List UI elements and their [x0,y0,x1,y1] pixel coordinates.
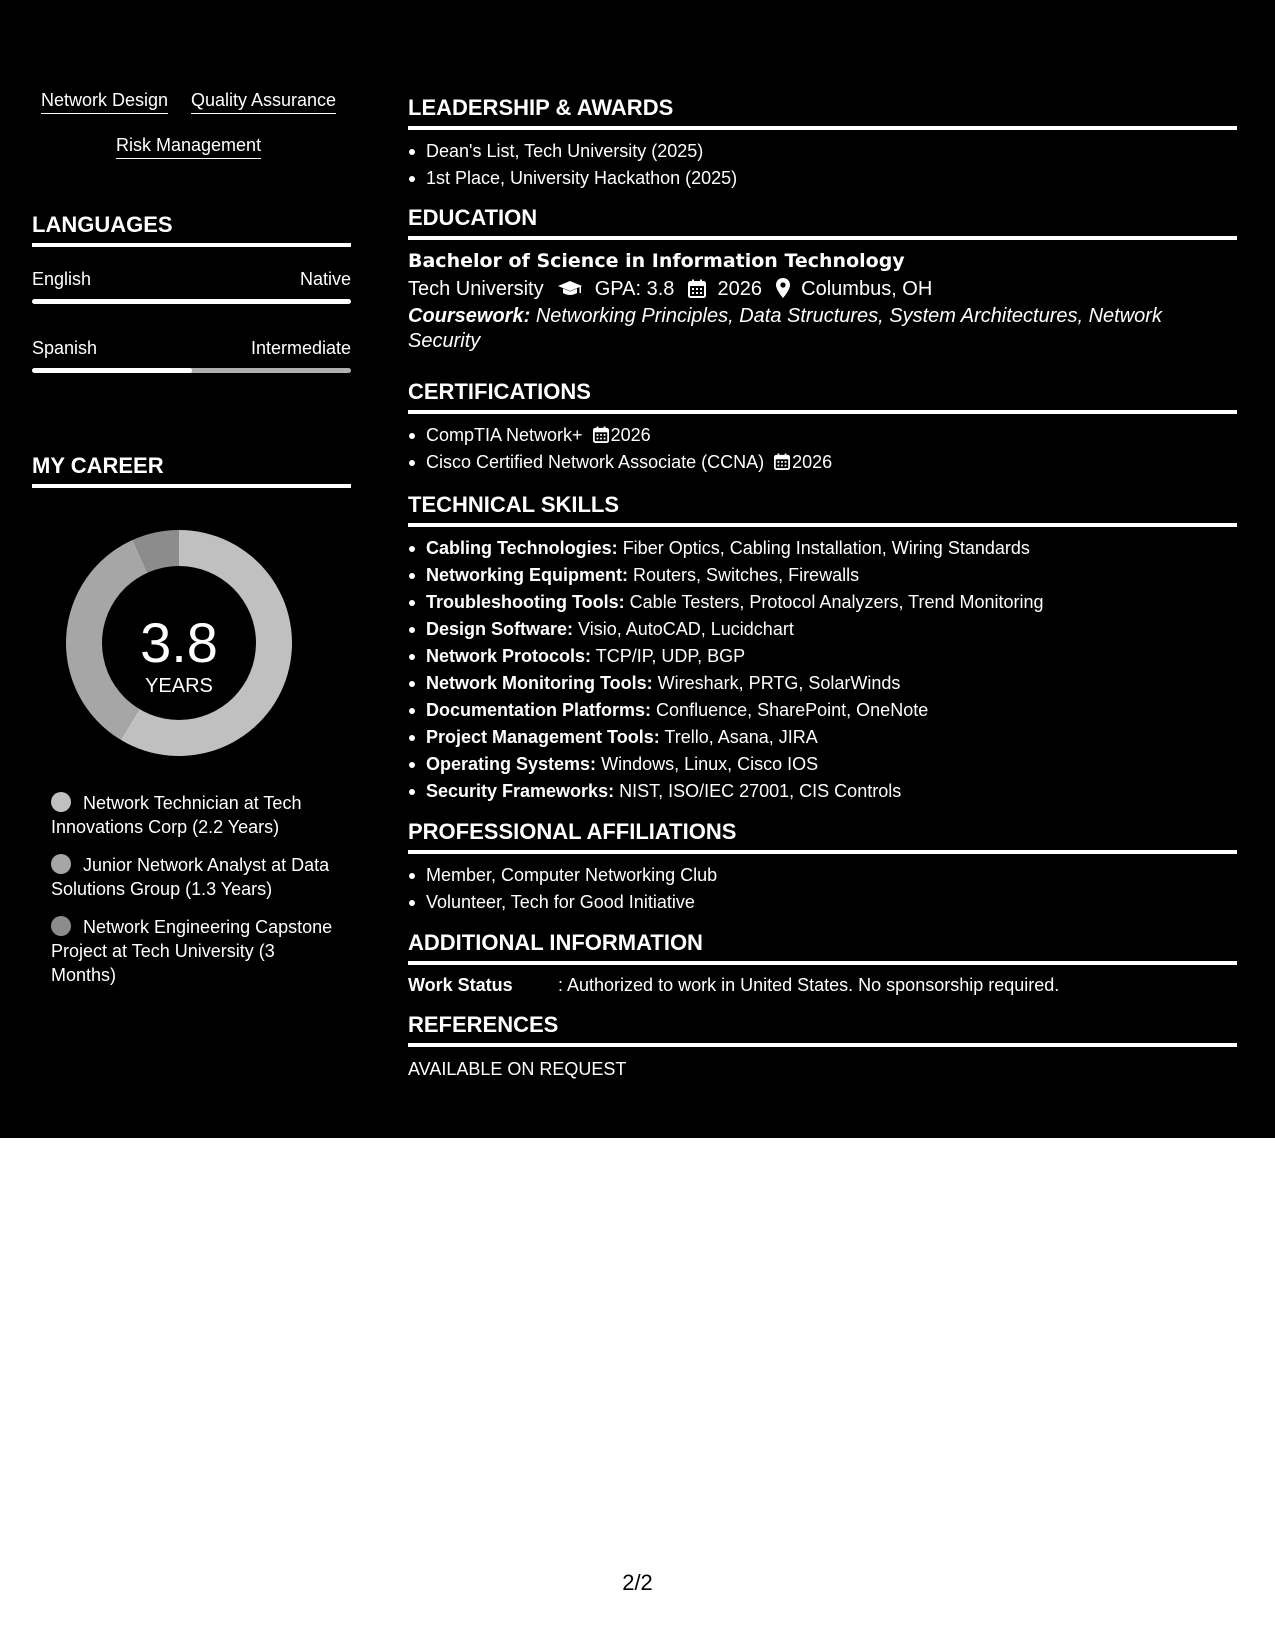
list-item: 1st Place, University Hackathon (2025) [408,165,1237,192]
skill-item [408,535,1237,562]
language-level: Intermediate [250,338,351,358]
section-heading: EDUCATION [408,205,1237,240]
location-pin-icon [776,278,790,298]
section-heading: LEADERSHIP & AWARDS [408,95,1237,130]
section-heading: CERTIFICATIONS [408,379,1237,414]
career-legend-label: Junior Network Analyst at Data Solutions Group (1.3 Years) [51,855,330,899]
affiliations-section [408,819,1237,916]
school-name: Tech University [408,278,544,300]
coursework-value: Networking Principles, Data Structures, System Architectures, Network Security [408,305,1162,352]
section-heading: TECHNICAL SKILLS [408,492,1237,527]
certification-year: 2026 [610,425,651,445]
skill-value: Windows, Linux, Cisco IOS [601,754,819,774]
skill-value: Fiber Optics, Cabling Installation, Wiring Standards [622,538,1030,558]
calendar-icon [688,279,706,298]
section-heading: PROFESSIONAL AFFILIATIONS [408,819,1237,854]
certification-item [408,449,1237,476]
skill-label: Documentation Platforms: [426,700,652,720]
education-section [408,205,1237,354]
legend-dot [51,916,71,936]
skill-tag: Quality Assurance [191,89,336,114]
gpa: GPA: 3.8 [594,278,675,300]
references-text: AVAILABLE ON REQUEST [408,1059,627,1079]
skill-item [408,643,1237,670]
language-bar-fill [32,368,192,373]
list-item: Volunteer, Tech for Good Initiative [408,889,1237,916]
additional-info-section [408,930,1237,997]
skill-value: Cable Testers, Protocol Analyzers, Trend Monitoring [629,592,1044,612]
skill-value: Wireshark, PRTG, SolarWinds [657,673,901,693]
language-name: Spanish [32,338,98,358]
certification-item [408,422,1237,449]
technical-skills-section [408,492,1237,805]
coursework [408,304,1237,354]
references-section [408,1012,1237,1081]
career-total-value: 3.8 [140,611,218,674]
skill-item [408,751,1237,778]
skill-value: NIST, ISO/IEC 27001, CIS Controls [619,781,902,801]
languages-heading: LANGUAGES [32,212,351,247]
career-legend-label: Network Technician at Tech Innovations Corp (2.2 Years) [51,793,302,837]
skill-value: Trello, Asana, JIRA [664,727,818,747]
language-row [32,337,351,359]
career-legend-item [51,791,341,839]
legend-dot [51,854,71,874]
skill-item [408,562,1237,589]
location: Columbus, OH [801,278,933,300]
language-row [32,268,351,290]
language-level: Native [299,269,351,289]
work-status-label: Work Status [408,975,513,995]
page-number: 2/2 [622,1570,653,1595]
skill-item [408,616,1237,643]
work-status-value: : Authorized to work in United States. No sponsorship required. [558,975,1060,995]
leadership-list [408,138,1237,192]
skill-value: Routers, Switches, Firewalls [633,565,860,585]
language-bar-fill [32,299,351,304]
skill-item [408,724,1237,751]
section-heading: ADDITIONAL INFORMATION [408,930,1237,965]
certification-name: CompTIA Network+ [426,425,583,445]
skill-label: Networking Equipment: [426,565,628,585]
language-bar [32,368,351,373]
career-total-unit: YEARS [145,675,213,697]
career-donut-chart [66,530,292,756]
certification-name: Cisco Certified Network Associate (CCNA) [426,452,765,472]
coursework-label: Coursework: [408,305,531,327]
career-legend-label: Network Engineering Capstone Project at Tech University (3 Months) [51,917,333,985]
certifications-list [408,422,1237,476]
list-item: Member, Computer Networking Club [408,862,1237,889]
calendar-icon [774,453,790,470]
skill-item [408,778,1237,805]
education-meta [408,274,1237,304]
career-legend-item [51,853,341,901]
main-column [383,0,1275,1138]
language-name: English [32,269,92,289]
skill-label: Security Frameworks: [426,781,615,801]
career-heading: MY CAREER [32,453,351,488]
skill-value: Confluence, SharePoint, OneNote [656,700,929,720]
graduation-year: 2026 [717,278,763,300]
skill-label: Troubleshooting Tools: [426,592,625,612]
graduation-cap-icon [557,280,583,298]
skill-item [408,589,1237,616]
affiliations-list [408,862,1237,916]
skill-value: TCP/IP, UDP, BGP [595,646,746,666]
skill-tag: Network Design [41,89,168,114]
section-heading: REFERENCES [408,1012,1237,1047]
certification-year: 2026 [792,452,833,472]
calendar-icon [593,426,609,443]
career-legend-item [51,915,341,987]
list-item: Dean's List, Tech University (2025) [408,138,1237,165]
work-status-row [408,973,1237,997]
certifications-section [408,379,1237,476]
language-bar [32,299,351,304]
degree-title: Bachelor of Science in Information Technology [408,250,905,272]
skill-label: Network Protocols: [426,646,592,666]
skill-label: Cabling Technologies: [426,538,618,558]
skill-label: Project Management Tools: [426,727,660,747]
leadership-section [408,95,1237,192]
skill-label: Operating Systems: [426,754,597,774]
skill-label: Design Software: [426,619,574,639]
technical-skills-list [408,535,1237,805]
skill-tag: Risk Management [116,134,261,159]
legend-dot [51,792,71,812]
skill-label: Network Monitoring Tools: [426,673,653,693]
sidebar [0,0,383,1138]
skill-item [408,697,1237,724]
skill-item [408,670,1237,697]
skill-value: Visio, AutoCAD, Lucidchart [578,619,794,639]
